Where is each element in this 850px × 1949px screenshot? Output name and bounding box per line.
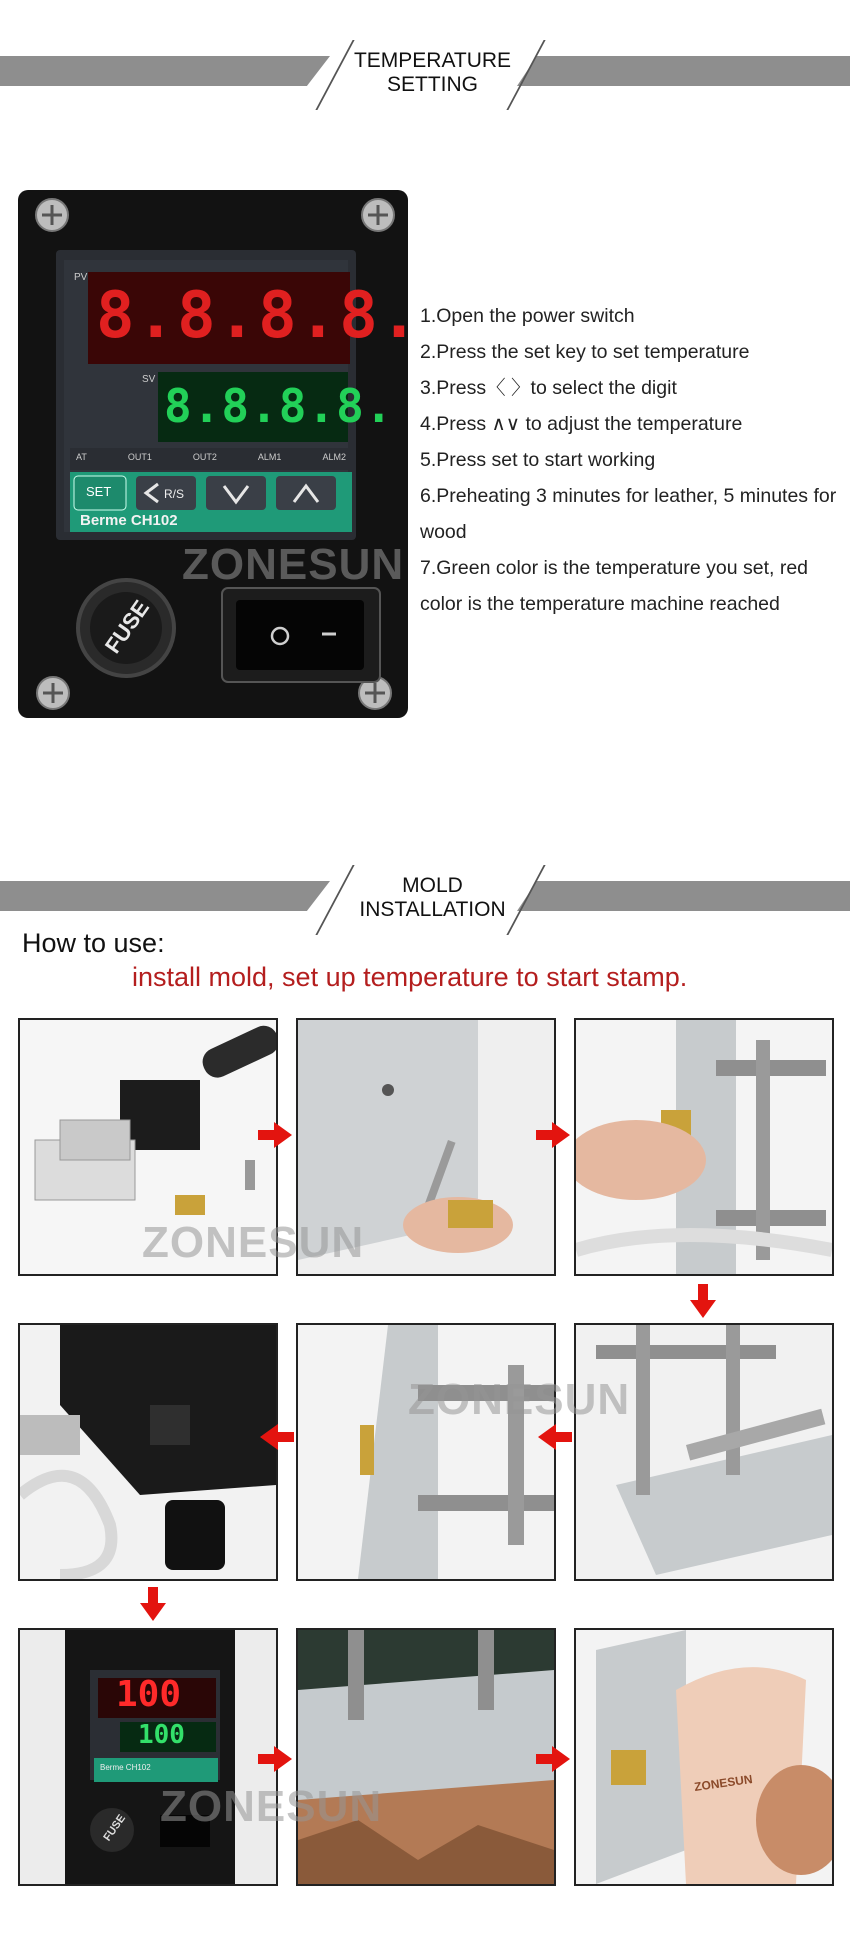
set-button-label: SET — [86, 484, 112, 499]
final-sv-display: 100 — [138, 1720, 185, 1750]
indicator-alm1: ALM1 — [257, 452, 282, 462]
indicator-row — [76, 452, 346, 462]
arrow-down-icon — [140, 1587, 166, 1621]
sv-label: SV — [142, 374, 156, 385]
banner-title-line2: INSTALLATION — [359, 898, 506, 921]
sv-display: 8.8.8.8. — [164, 379, 394, 433]
photo-screw-mold — [574, 1018, 834, 1276]
watermark: ZONESUN — [142, 1218, 365, 1267]
banner-bar-left — [0, 56, 330, 86]
how-to-use-subtitle: install mold, set up temperature to start stamp. — [132, 962, 688, 992]
arrow-right-icon — [536, 1746, 570, 1772]
indicator-out1: OUT1 — [127, 452, 152, 462]
banner-bar-right — [517, 881, 850, 911]
step-6: 6.Preheating 3 minutes for leather, 5 minutes for wood — [420, 485, 837, 543]
banner-title-line1: TEMPERATURE — [353, 49, 512, 72]
mold-installation-banner — [0, 865, 850, 935]
banner-title-line2: SETTING — [386, 73, 478, 96]
fuse-label: FUSE — [99, 595, 155, 658]
indicator-at: AT — [76, 452, 87, 462]
photo-power-cable — [18, 1323, 278, 1581]
indicator-out2: OUT2 — [192, 452, 217, 462]
how-to-use-heading: How to use: — [22, 928, 165, 958]
pv-label: PV — [74, 272, 88, 283]
banner-bar-left — [0, 881, 330, 911]
photo-foil-stamping — [296, 1628, 556, 1886]
arrow-right-icon — [536, 1122, 570, 1148]
leather-brand-text: ZONESUN — [693, 1771, 754, 1795]
arrow-left-icon — [538, 1424, 572, 1450]
photo-mold-mounted — [296, 1323, 556, 1581]
rs-button-label: R/S — [164, 487, 185, 501]
pv-display: 8.8.8.8. — [96, 279, 421, 353]
banner-title — [345, 874, 520, 922]
step-1: 1.Open the power switch — [420, 305, 635, 327]
arrow-down-icon — [690, 1284, 716, 1318]
watermark: ZONESUN — [160, 1782, 383, 1831]
step-2: 2.Press the set key to set temperature — [420, 341, 750, 363]
arrow-right-icon — [258, 1122, 292, 1148]
banner-title-line1: MOLD — [402, 874, 463, 897]
step-4: 4.Press ∧∨ to adjust the temperature — [420, 413, 743, 435]
photo-controller-100 — [18, 1628, 278, 1886]
step-5: 5.Press set to start working — [420, 449, 656, 471]
instruction-steps — [420, 298, 850, 622]
final-fuse-label: FUSE — [101, 1812, 129, 1844]
final-model: Berme CH102 — [100, 1763, 151, 1772]
watermark: ZONESUN — [408, 1375, 631, 1424]
controller-model: Berme CH102 — [80, 512, 178, 529]
photo-tighten-wrench — [574, 1323, 834, 1581]
banner-title — [345, 49, 520, 97]
step-7: 7.Green color is the temperature you set, red color is the temperature machine reached — [420, 557, 809, 615]
step-3: 3.Press〈 〉to select the digit — [420, 377, 677, 399]
indicator-alm2: ALM2 — [322, 452, 346, 462]
banner-bar-right — [517, 56, 850, 86]
controller-panel — [18, 190, 421, 718]
final-pv-display: 100 — [116, 1674, 182, 1715]
arrow-left-icon — [260, 1424, 294, 1450]
temperature-setting-banner — [0, 40, 850, 110]
watermark: ZONESUN — [182, 540, 405, 589]
arrow-right-icon — [258, 1746, 292, 1772]
photo-stamped-leather — [574, 1628, 834, 1886]
